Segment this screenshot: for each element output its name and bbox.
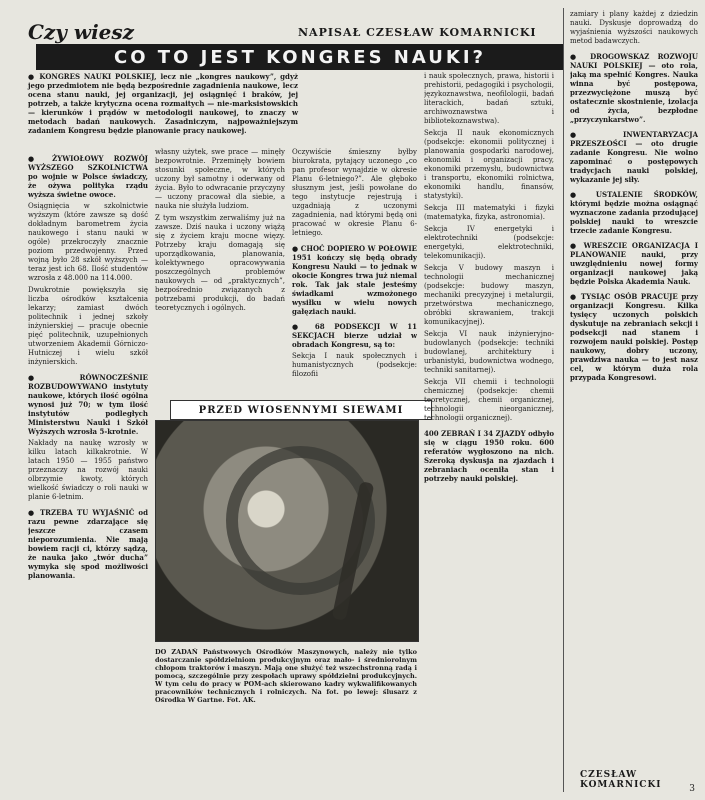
- paragraph: Oczywiście śmieszny byłby biurokrata, pytający uczonego „co pan profesor wynajdzie w okresie Planu 6-letniego?”. Ale głęboko słusznym jest, jeśli powołane do tego instytucje rejestrują i uzgadniają z uczonymi zagadnienia, nad którymi będą oni pracować w okresie Planu 6-letniego.: [292, 148, 417, 237]
- subheading: ● WRESZCIE ORGANIZACJA I PLANOWANIE nauki, przy uwzględnieniu nowej formy organizacji naukowej jaką będzie Polska Akademia Nauk.: [570, 241, 698, 286]
- paragraph: Sekcja VI nauk inżynieryjno-budowlanych (podsekcje: techniki budowlanej, architektury i urbanistyki, budownictwa wodnego, techniki sanitarnej).: [424, 330, 554, 374]
- paragraph: Z tym wszystkim zerwaliśmy już na zawsze. Dziś nauka i uczony wiążą się z życiem kraju mocne więzy. Potrzeby kraju domagają się uporządkowania, planowania, kolektywnego opracowywania poszczególnych problemów naukowych — od „praktycznych”, bezpośrednio związanych z potrzebami produkcji, do badań teoretycznych i ogólnych.: [155, 214, 285, 312]
- subheading: ● TRZEBA TU WYJAŚNIĆ od razu pewne zdarzające się jeszcze czasem nieporozumienia. Nie mają bowiem racji ci, którzy sądzą, że nauka jako „twór ducha” wymyka się spod możliwości planowania.: [28, 508, 148, 580]
- subheading: ● USTALENIE ŚRODKÓW, którymi będzie można osiągnąć wyznaczone zadania przodującej polskiej nauki to wreszcie trzecie zadanie Kongresu.: [570, 190, 698, 235]
- column-5: [570, 10, 698, 780]
- paragraph: Sekcja IV energetyki i elektrotechniki (podsekcje: energetyki, elektrotechniki, telekomunikacji).: [424, 225, 554, 260]
- byline: NAPISAŁ CZESŁAW KOMARNICKI: [298, 26, 537, 39]
- paragraph: Sekcja V budowy maszyn i technologii mechanicznej (podsekcje: budowy maszyn, mechaniki precyzyjnej i metalurgii, przetwórstwa mechanicznego, obróbki skrawaniem, trakcji komunikacyjnej).: [424, 264, 554, 326]
- paragraph: Osiągnięcia w szkolnictwie wyższym (które zawsze są dość dokładnym barometrem życia naukowego i stanu nauki w ogóle) przekroczyły znacznie poziom przedwojenny. Przed wojną było 28 szkół wyższych — teraz jest ich 68. Ilość studentów wzrosła z 48.000 na 114.000.: [28, 202, 148, 282]
- author-signature: CZESŁAW KOMARNICKI: [580, 770, 662, 790]
- paragraph: własny użytek, swe prace — minęły bezpowrotnie. Przeminęły bowiem stosunki społeczne, w których uczony był samotny i oderwany od życia. Było to odwracanie przyczyny — uczony pracował dla siebie, a nauka nie służyła ludziom.: [155, 148, 285, 210]
- paragraph: Sekcja VII chemii i technologii chemicznej (podsekcje: chemii teoretycznej, chemii organicznej, technologii nieorganicznej, technologii organicznej).: [424, 378, 554, 422]
- paragraph: Sekcja I nauk społecznych i humanistycznych (podsekcje: filozofii: [292, 352, 417, 378]
- photo-caption: DO ZADAŃ Państwowych Ośrodków Maszynowych, należy nie tylko dostarczanie spółdzielniom produkcyjnym oraz mało- i średniorolnym chłopom traktorów i maszyn. Mają one służyć też wszechstronną radą i pomocą, szczególnie przy zespołach uprawy spółdzielni produkcyjnych. W tym celu do pracy w POM-ach skierowano kadry wykwalifikowanych pracowników technicznych i rolniczych. Na fot. po lewej: ślusarz z Ośrodka W Gartne. Fot. AK.: [155, 648, 417, 704]
- column-1: [28, 148, 148, 788]
- subheading: ● TYSIĄC OSÓB PRACUJE przy organizacji Kongresu. Kilka tysięcy uczonych polskich dyskutuje na zebraniach sekcji i podsekcji nad stanem i rozwojem nauki polskiej. Postęp naukowy, dobry uczony, prawdziwa nauka — to jest nasz cel, w którym duża rola przypada Kongresowi.: [570, 292, 698, 382]
- subheading: ● ŻYWIOŁOWY ROZWÓJ WYŻSZEGO SZKOLNICTWA po wojnie w Polsce świadczy, że ożywa polityka rządu wyższa świetne owoce.: [28, 154, 148, 199]
- photo-title: PRZED WIOSENNYMI SIEWAMI: [170, 400, 432, 420]
- page-number: 3: [689, 784, 695, 794]
- lead-paragraph: ● KONGRES NAUKI POLSKIEJ, lecz nie „kongres naukowy”, gdyż jego przedmiotem nie będą bezpośrednie zagadnienia naukowe, lecz ocena stanu nauki, jej organizacji, jej osiągnięć i braków, jej potrzeb, a także krytyczna ocena rozmaitych — nie-marksistowskich — kierunków i prądów w metodologii naukowej, to znaczy w metodach badań naukowych. Zasadniczym, najpoważniejszym zadaniem Kongresu będzie planowanie pracy naukowej.: [28, 72, 298, 135]
- paragraph: zamiary i plany każdej z dziedzin nauki. Dyskusje doprowadzą do wyjaśnienia wyższości naukowych metod badawczych.: [570, 10, 698, 45]
- column-4: [424, 72, 554, 788]
- paragraph: Sekcja II nauk ekonomicznych (podsekcje: ekonomii politycznej i planowania gospodarki narodowej, ekonomiki i organizacji pracy, ekonomiki przemysłu, budownictwa i transportu, ekonomiki rolnictwa, ekonomiki handlu, finansów, statystyki).: [424, 129, 554, 200]
- subheading: ● CHOĆ DOPIERO W POŁOWIE 1951 kończy się będą obrady Kongresu Nauki — to jednak w okocie Kongres trwa już niemal rok. Tak jak stale jesteśmy świadkami wzmożonego wysiłku w wielu nowych gałęziach nauki.: [292, 244, 417, 316]
- subheading: ● DROGOWSKAZ ROZWOJU NAUKI POLSKIEJ — oto rola, jaką ma spełnić Kongres. Nauka winna być postępowa, przezwyciężone muszą być ostatecznie skostnienie, izolacja od życia, bezpłodne „przyczynkarstwo”.: [570, 52, 698, 124]
- subheading: 400 ZEBRAŃ I 34 ZJAZDY odbyło się w ciągu 1950 roku. 600 referatów wygłoszono na nich. Szeroką dyskusja na zjazdach i zebraniach oceniła stan i potrzeby nauki polskiej.: [424, 429, 554, 483]
- subheading: ● RÓWNOCZEŚNIE ROZBUDOWYWANO instytuty naukowe, których ilość ogólna wynosi już 70; w tym ilość instytutów podległych Ministerstwu Nauki i Szkół Wyższych wzrosła 5-krotnie.: [28, 373, 148, 436]
- paragraph: Dwukrotnie powiększyła się liczba ośrodków kształcenia lekarzy; zamiast dwóch politechnik i jednej szkoły inżynierskiej — pracuje obecnie pięć politechnik, uzupełnionych utworzeniem Akademii Górniczo-Hutniczej i wielu szkół inżynierskich.: [28, 286, 148, 366]
- column-divider: [563, 8, 564, 792]
- headline-banner: CO TO JEST KONGRES NAUKI?: [36, 44, 564, 70]
- paragraph: Sekcja III matematyki i fizyki (matematyka, fizyka, astronomia).: [424, 204, 554, 221]
- paragraph: i nauk społecznych, prawa, historii i prehistorii, pedagogiki i psychologii, językoznawstwa, neofilologii, badań literackich, badań sztuki, archiwoznawstwa i bibliotekoznawstwa).: [424, 72, 554, 125]
- article-header: [8, 10, 560, 66]
- column-3: [292, 148, 417, 396]
- subheading: ● 68 PODSEKCJI W 11 SEKCJACH bierze udział w obradach Kongresu, są to:: [292, 322, 417, 349]
- paragraph: Nakłady na naukę wzrosły w kilku latach kilkakrotnie. W latach 1950 — 1955 państwo przeznaczy na rozwój nauki olbrzymie kwoty, których wielkość świadczy o roli nauki w planie 6-letnim.: [28, 439, 148, 501]
- section-kicker: Czy wiesz: [28, 20, 135, 44]
- photo-tractor-driver: [155, 420, 419, 642]
- subheading: ● INWENTARYZACJA PRZESZŁOŚCI — oto drugie zadanie Kongresu. Nie wolno zapominać o postępowych tradycjach nauki polskiej, wykazanie jej siły.: [570, 130, 698, 184]
- column-2: [155, 148, 285, 396]
